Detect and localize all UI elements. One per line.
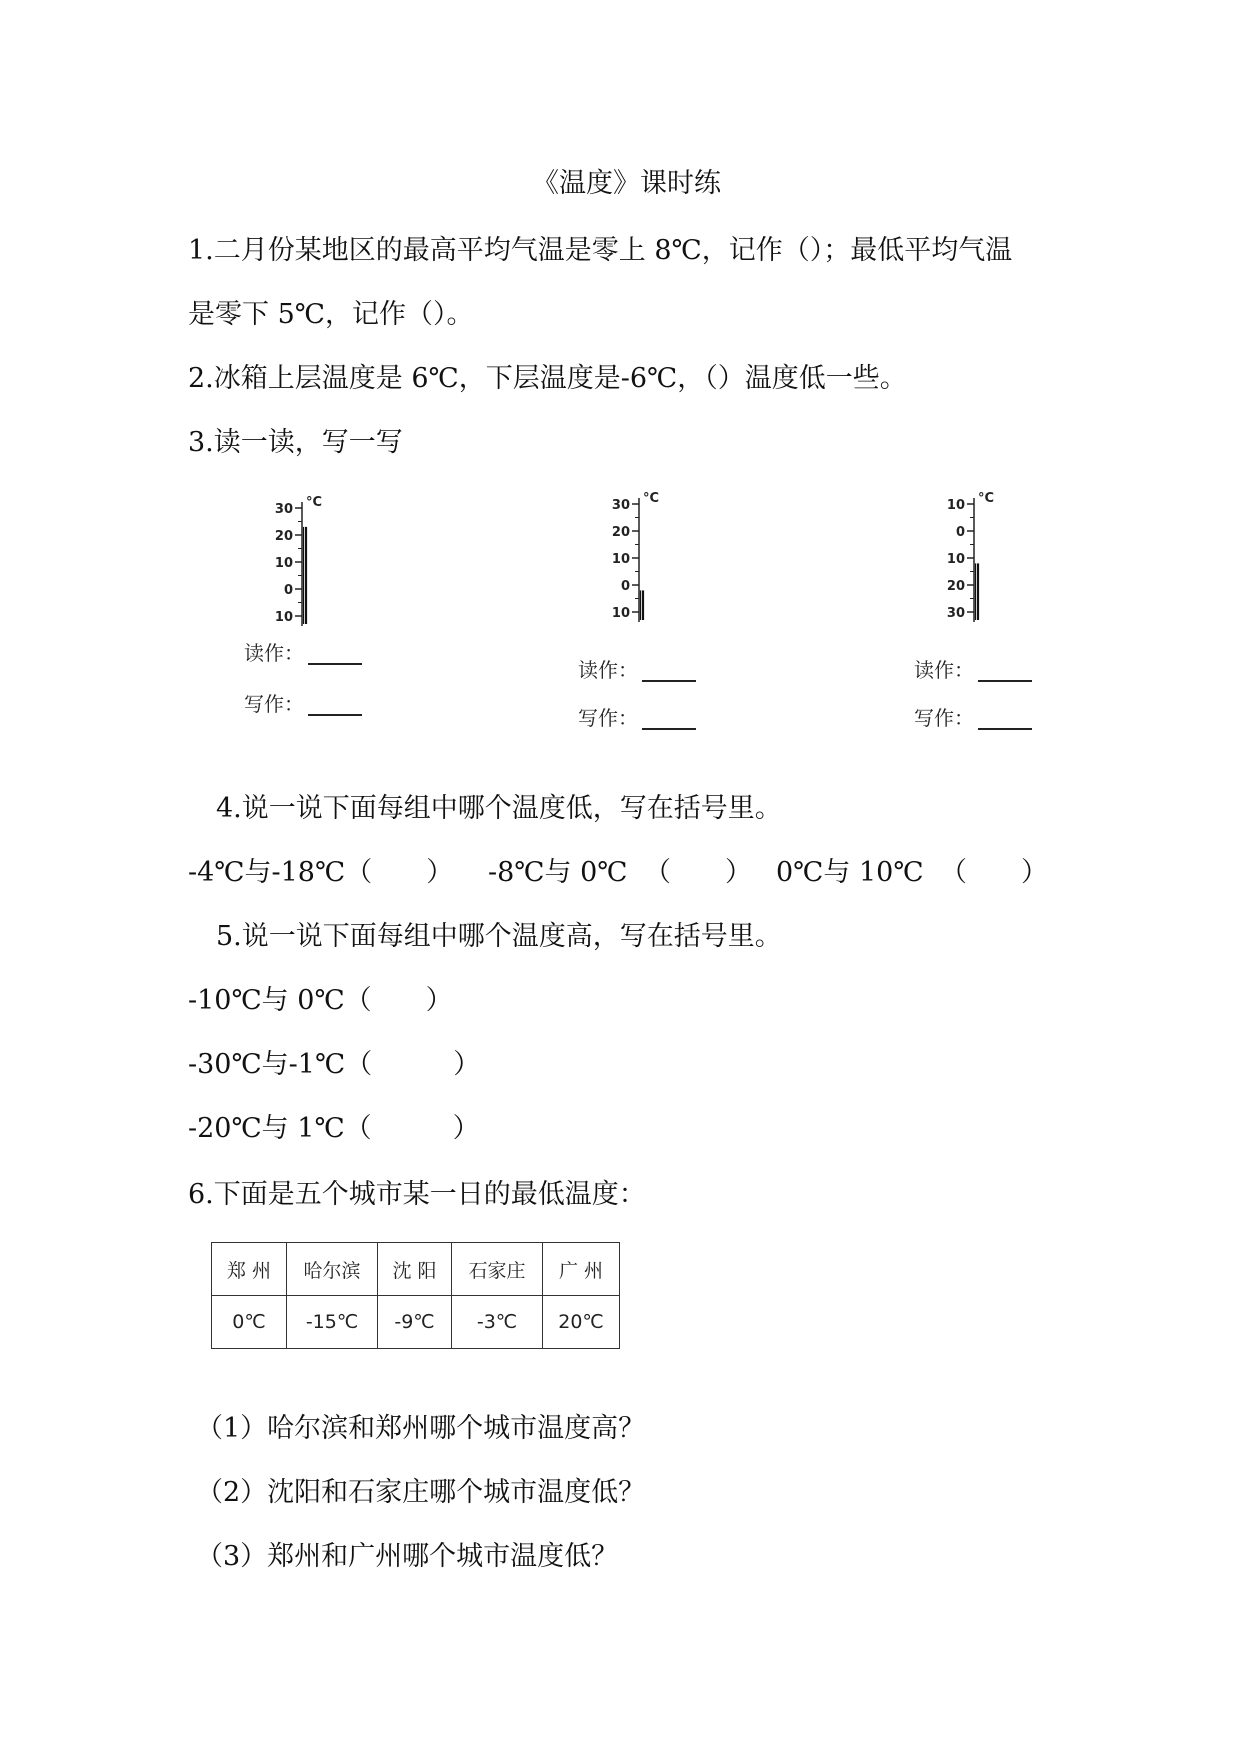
page-title: 《温度》课时练 [532,168,721,199]
table-header-row [212,1243,620,1296]
q4-title: 4.说一说下面每组中哪个温度低，写在括号里。 [216,793,782,824]
unit-label: °C [306,495,323,510]
tick-label: 10 [946,552,965,567]
thermometer-2-graphic [607,488,667,633]
q4-pair-1: -4℃与-18℃（ ） [188,857,454,888]
write-answer-blank[interactable] [308,696,362,716]
tick-label: 20 [274,529,293,544]
table-cell-temp: -9℃ [378,1296,452,1349]
write-label: 写作： [578,706,638,730]
q4-pair-3-paren[interactable]: （ ） [940,857,1048,888]
tick-label: 0 [620,579,630,594]
q5-pair-3: -20℃与 1℃（ ） [188,1113,480,1144]
q6-sub-1: （1）哈尔滨和郑州哪个城市温度高？ [196,1413,646,1444]
tick-label: 20 [611,525,630,540]
tick-label: 30 [611,498,630,513]
thermometer-1-graphic [270,492,330,632]
tick-label: 10 [946,498,965,513]
q5-title: 5.说一说下面每组中哪个温度高，写在括号里。 [216,921,782,952]
thermometer-3 [942,488,1002,633]
tick-label: 10 [274,610,293,625]
unit-label: °C [643,491,660,506]
thermometer-3-write-row [914,706,1032,730]
tick-label: 10 [611,552,630,567]
q4-pair-3: 0℃与 10℃ [776,857,924,888]
write-label: 写作： [244,692,304,716]
write-answer-blank[interactable] [978,710,1032,730]
unit-label: °C [978,491,995,506]
q6-title: 6.下面是五个城市某一日的最低温度： [188,1179,646,1210]
thermometer-2 [607,488,667,633]
table-cell-temp: 0℃ [212,1296,287,1349]
read-answer-blank[interactable] [642,662,696,682]
q4-pair-2-paren[interactable]: （ ） [644,857,752,888]
table-cell-temp: -3℃ [452,1296,543,1349]
read-label: 读作： [244,641,304,665]
read-answer-blank[interactable] [978,662,1032,682]
table-cell-city: 广 州 [543,1243,620,1296]
q2-text: 2.冰箱上层温度是 6℃，下层温度是-6℃，（）温度低一些。 [188,363,907,394]
city-temperature-table [211,1242,620,1349]
thermometer-1-read-row [244,641,362,665]
tick-label: 30 [274,502,293,517]
thermometer-3-graphic [942,488,1002,633]
q6-sub-2: （2）沈阳和石家庄哪个城市温度低？ [196,1477,646,1508]
q3-title: 3.读一读，写一写 [188,427,403,458]
thermometer-2-read-row [578,658,696,682]
q1-line1: 1.二月份某地区的最高平均气温是零上 8℃，记作（）；最低平均气温 [188,235,1013,266]
q6-sub-3: （3）郑州和广州哪个城市温度低？ [196,1541,619,1572]
tick-label: 0 [283,583,293,598]
thermometer-3-read-row [914,658,1032,682]
q5-pair-2: -30℃与-1℃（ ） [188,1049,481,1080]
tick-label: 0 [955,525,965,540]
thermometer-1 [270,492,330,632]
table-cell-temp: 20℃ [543,1296,620,1349]
write-answer-blank[interactable] [642,710,696,730]
table-cell-city: 石家庄 [452,1243,543,1296]
q1-line2: 是零下 5℃，记作（）。 [188,299,474,330]
read-label: 读作： [914,658,974,682]
tick-label: 30 [946,606,965,621]
tick-label: 10 [611,606,630,621]
read-answer-blank[interactable] [308,645,362,665]
table-cell-city: 哈尔滨 [287,1243,378,1296]
q4-pair-2: -8℃与 0℃ [488,857,628,888]
table-row [212,1296,620,1349]
table-cell-city: 沈 阳 [378,1243,452,1296]
tick-label: 20 [946,579,965,594]
write-label: 写作： [914,706,974,730]
read-label: 读作： [578,658,638,682]
table-cell-temp: -15℃ [287,1296,378,1349]
q5-pair-1: -10℃与 0℃（ ） [188,985,453,1016]
thermometer-2-write-row [578,706,696,730]
tick-label: 10 [274,556,293,571]
thermometer-1-write-row [244,692,362,716]
table-cell-city: 郑 州 [212,1243,287,1296]
